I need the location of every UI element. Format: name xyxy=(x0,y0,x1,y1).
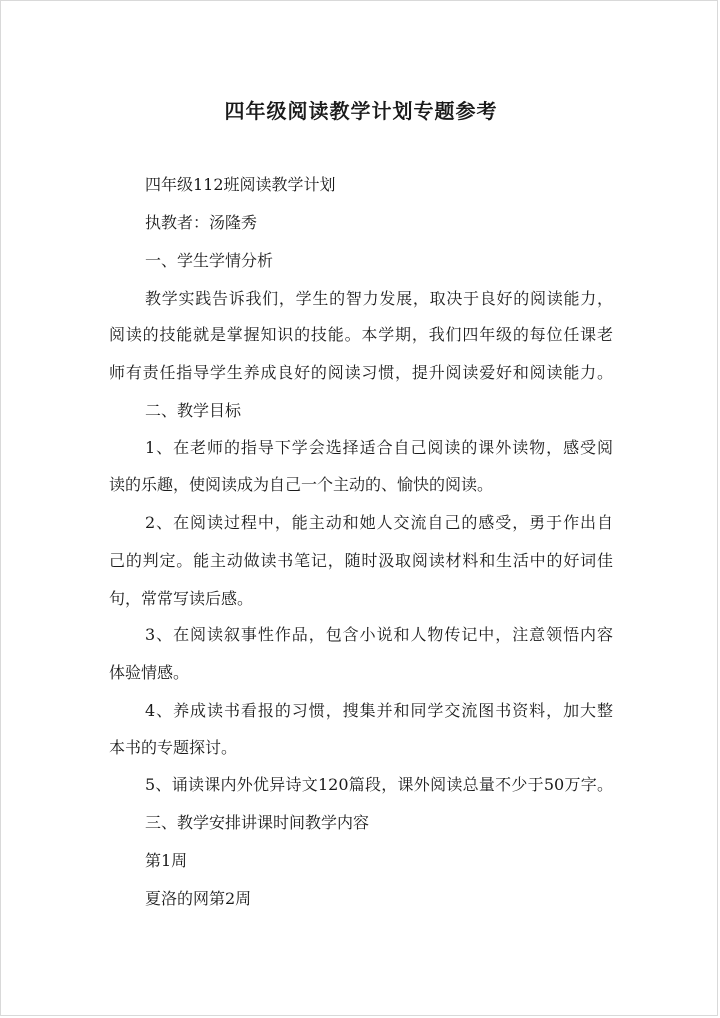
paragraph-line: 5、诵读课内外优异诗文120篇段，课外阅读总量不少于50万字。 xyxy=(145,775,613,794)
document-title: 四年级阅读教学计划专题参考 xyxy=(224,99,498,123)
paragraph-line: 师有责任指导学生养成良好的阅读习惯，提升阅读爱好和阅读能力。 xyxy=(109,363,613,382)
paragraph-line: 本书的专题探讨。 xyxy=(109,738,238,757)
section-heading-teaching-goals: 二、教学目标 xyxy=(145,401,242,420)
paragraph-line: 读的乐趣，使阅读成为自己一个主动的、愉快的阅读。 xyxy=(109,475,494,494)
text-line-teacher: 执教者：汤隆秀 xyxy=(145,213,258,232)
paragraph-line: 己的判定。能主动做读书笔记，随时汲取阅读材料和生活中的好词佳 xyxy=(109,551,613,570)
paragraph-line: 体验情感。 xyxy=(109,663,190,682)
paragraph-line: 1、在老师的指导下学会选择适合自己阅读的课外读物，感受阅 xyxy=(145,438,613,457)
schedule-week-1: 第1周 xyxy=(145,851,188,870)
paragraph-line: 教学实践告诉我们，学生的智力发展，取决于良好的阅读能力， xyxy=(145,289,613,308)
paragraph-line: 句，常常写读后感。 xyxy=(109,589,254,608)
text-line-class-plan: 四年级112班阅读教学计划 xyxy=(145,175,336,194)
section-heading-schedule: 三、教学安排讲课时间教学内容 xyxy=(145,813,370,832)
paragraph-line: 2、在阅读过程中，能主动和她人交流自己的感受，勇于作出自 xyxy=(145,513,613,532)
paragraph-line: 3、在阅读叙事性作品，包含小说和人物传记中，注意领悟内容 xyxy=(145,625,613,644)
section-heading-student-analysis: 一、学生学情分析 xyxy=(145,251,274,270)
paragraph-line: 4、养成读书看报的习惯，搜集并和同学交流图书资料，加大整 xyxy=(145,701,613,720)
paragraph-line: 阅读的技能就是掌握知识的技能。本学期，我们四年级的每位任课老 xyxy=(109,325,613,344)
schedule-week-2: 夏洛的网第2周 xyxy=(145,889,252,908)
